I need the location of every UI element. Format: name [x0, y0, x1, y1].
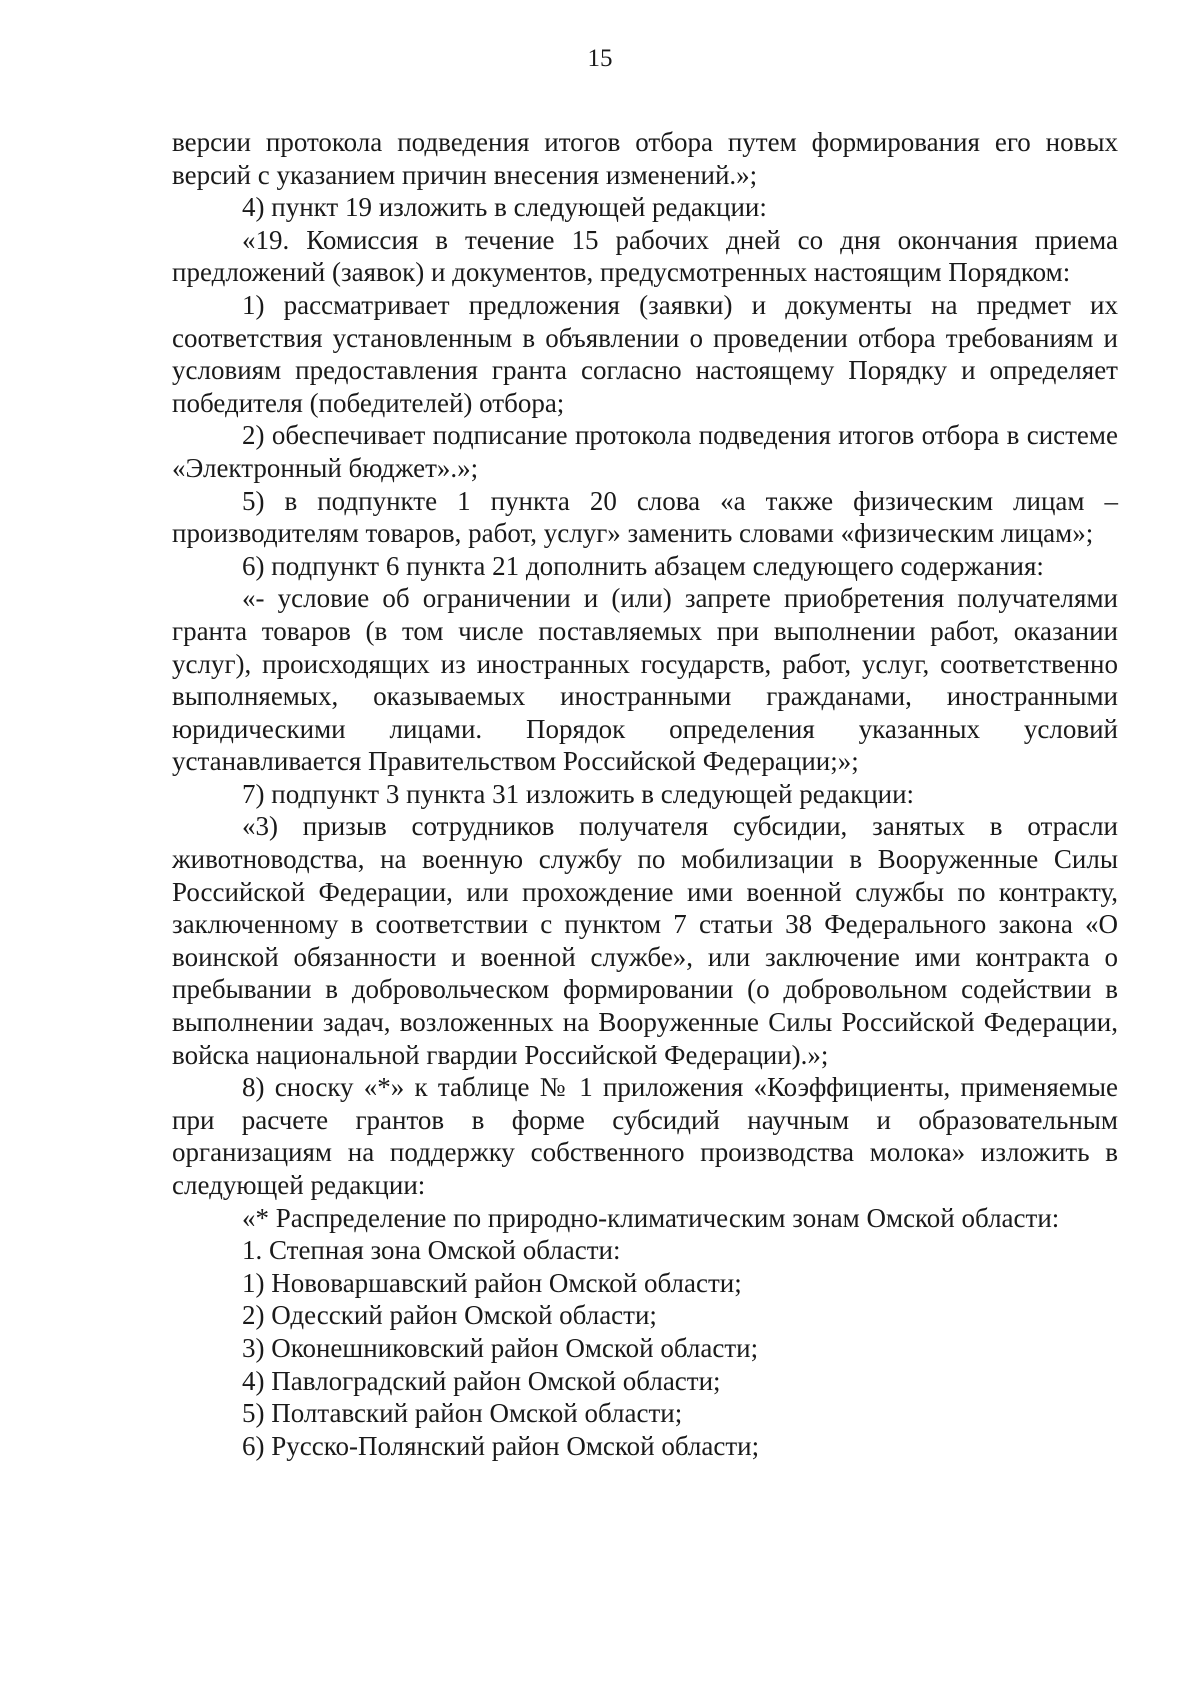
paragraph: 1. Степная зона Омской области:: [242, 1235, 621, 1266]
list-item: 4) Павлоградский район Омской области;: [242, 1365, 721, 1396]
paragraph: «* Распределение по природно-климатическим зонам Омской области:: [242, 1202, 1060, 1233]
paragraph: 6) подпункт 6 пункта 21 дополнить абзацем следующего содержания:: [242, 550, 1044, 581]
page-number: 15: [587, 45, 613, 72]
paragraph: «19. Комиссия в течение 15 рабочих дней со дня окончания приема предложений (заявок) и документов, предусмотренных настоящим Порядком:: [172, 224, 1118, 288]
list-item: 3) Оконешниковский район Омской области;: [242, 1332, 759, 1363]
document-body: [172, 126, 1118, 1462]
list-item: 1) Нововаршавский район Омской области;: [242, 1267, 742, 1298]
list-item: 2) Одесский район Омской области;: [242, 1300, 657, 1331]
list-item: 6) Русско-Полянский район Омской области;: [242, 1430, 760, 1461]
paragraph: 8) сноску «*» к таблице № 1 приложения «Коэффициенты, применяемые при расчете грантов в форме субсидий научным и образовательным организациям на поддержку собственного производства молока» изложить в следующей редакции:: [172, 1072, 1118, 1200]
list-item: 5) Полтавский район Омской области;: [242, 1398, 683, 1429]
paragraph: версии протокола подведения итогов отбора путем формирования его новых версий с указанием причин внесения изменений.»;: [172, 127, 1118, 190]
paragraph: 7) подпункт 3 пункта 31 изложить в следующей редакции:: [242, 778, 915, 809]
paragraph: 5) в подпункте 1 пункта 20 слова «а также физическим лицам – производителям товаров, работ, услуг» заменить словами «физическим лицам»;: [172, 485, 1118, 549]
paragraph: 1) рассматривает предложения (заявки) и документы на предмет их соответствия установленным в объявлении о проведении отбора требованиям и условиям предоставления гранта согласно настоящему Порядку и определяет победителя (победителей) отбора;: [172, 289, 1118, 418]
paragraph: «- условие об ограничении и (или) запрете приобретения получателями гранта товаров (в том числе поставляемых при выполнении работ, оказании услуг), происходящих из иностранных государств, работ, услуг, соответственно выполняемых, оказываемых иностранными гражданами, иностранными юридическими лицами. Порядок определения указанных условий устанавливается Правительством Российской Федерации;»;: [172, 583, 1118, 777]
paragraph: 2) обеспечивает подписание протокола подведения итогов отбора в системе «Электронный бюджет».»;: [172, 420, 1118, 483]
paragraph: «3) призыв сотрудников получателя субсидии, занятых в отрасли животноводства, на военную службу по мобилизации в Вооруженные Силы Российской Федерации, или прохождение ими военной службы по контракту, заключенному в соответствии с пунктом 7 статьи 38 Федерального закона «О воинской обязанности и военной службе», или заключение ими контракта о пребывании в добровольческом формировании (о добровольном содействии в выполнении задач, возложенных на Вооруженные Силы Российской Федерации, войска национальной гвардии Российской Федерации).»;: [172, 811, 1118, 1070]
paragraph: 4) пункт 19 изложить в следующей редакции:: [242, 192, 767, 223]
